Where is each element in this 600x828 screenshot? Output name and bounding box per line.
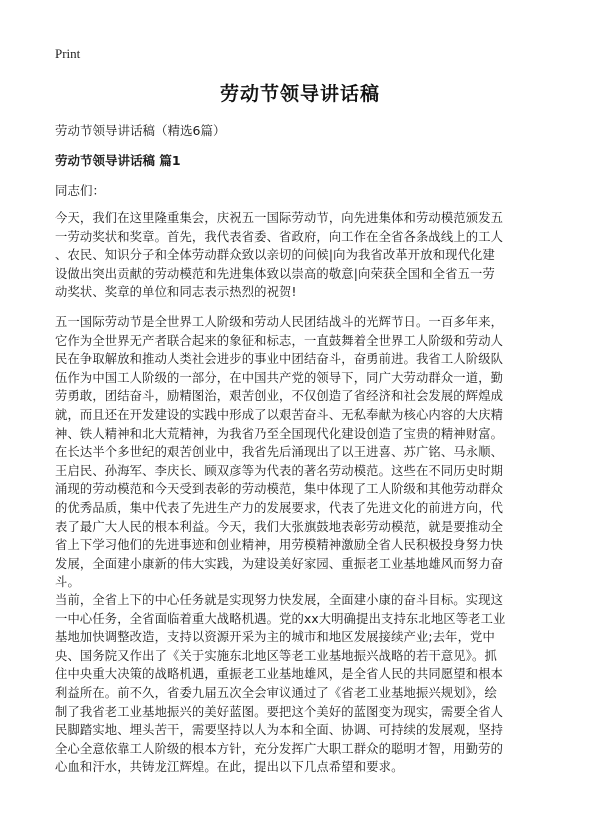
paragraph-2: [55, 313, 553, 592]
paragraph-line: 基地加快调整改造，支持以资源开采为主的城市和地区发展接续产业;去年，党中: [55, 630, 495, 645]
paragraph-line: 在长达半个多世纪的艰苦创业中，我省先后涌现出了以王进喜、苏广铭、马永顺、: [55, 445, 504, 460]
paragraph-line: 利益所在。前不久，省委九届五次全会审议通过了《省老工业基地振兴规划》，绘: [55, 685, 497, 700]
paragraph-line: 央、国务院又作出了《关于实施东北地区等老工业基地振兴战略的若干意见》。抓: [55, 648, 497, 663]
document-title: 劳动节领导讲话稿: [219, 83, 380, 105]
paragraph-line: 就，而且还在开发建设的实践中形成了以艰苦奋斗、无私奉献为核心内容的大庆精: [55, 407, 504, 422]
paragraph-line: 、农民、知识分子和全体劳动群众致以亲切的问候|向为我省改革开放和现代化建: [55, 248, 495, 263]
paragraph-line: 动奖状、奖章的单位和同志表示热烈的祝贺!: [55, 285, 297, 300]
paragraph-line: 住中央重大决策的战略机遇，重振老工业基地雄风，是全省人民的共同愿望和根本: [55, 667, 504, 682]
print-link[interactable]: Print: [55, 46, 81, 61]
paragraph-line: 它作为全世界无产者联合起来的象征和标志，一直鼓舞着全世界工人阶级和劳动人: [55, 333, 504, 348]
paragraph-line: 的优秀品质，集中代表了先进生产力的发展要求，代表了先进文化的前进方向，代: [55, 500, 504, 515]
paragraph-line: 五一国际劳动节是全世界工人阶级和劳动人民团结战斗的光辉节日。一百多年来，: [55, 315, 504, 329]
paragraph-line: 涌现的劳动模范和今天受到表彰的劳动模范，集中体现了工人阶级和其他劳动群众: [55, 482, 504, 497]
greeting: 同志们：: [55, 183, 106, 198]
paragraph-line: 王启民、孙海军、李庆长、顾双彦等为代表的著名劳动模范。这些在不同历史时期: [55, 463, 504, 478]
paragraph-3: [55, 591, 553, 777]
paragraph-line: 今天，我们在这里隆重集会，庆祝五一国际劳动节，向先进集体和劳动模范颁发五: [55, 211, 504, 225]
section-heading: 劳动节领导讲话稿 篇1: [55, 153, 181, 168]
paragraph-line: 一劳动奖状和奖章。首先，我代表省委、省政府，向工作在全省各条战线上的工人: [55, 229, 504, 244]
paragraph-line: 神、铁人精神和北大荒精神，为我省乃至全国现代化建设创造了宝贵的精神财富。: [55, 426, 504, 441]
paragraph-line: 民脚踏实地、埋头苦干，需要坚持以人为本和全面、协调、可持续的发展观，坚持: [55, 723, 504, 738]
paragraph-line: 省上下学习他们的先进事迹和创业精神，用劳模精神激励全省人民积极投身努力快: [55, 538, 504, 553]
paragraph-line: 心血和汗水，共铸龙江辉煌。在此，提出以下几点希望和要求。: [55, 760, 404, 775]
document-subtitle: 劳动节领导讲话稿（精选6篇）: [55, 123, 226, 138]
paragraph-line: 斗。: [55, 575, 80, 590]
paragraph-line: 民在争取解放和推动人类社会进步的事业中团结奋斗，奋勇前进。我省工人阶级队: [55, 352, 504, 367]
paragraph-line: 伍作为中国工人阶级的一部分，在中国共产党的领导下，同广大劳动群众一道，勤: [55, 370, 504, 385]
paragraph-line: 表了最广大人民的根本利益。今天，我们大张旗鼓地表彰劳动模范，就是要推动全: [55, 519, 504, 534]
paragraph-line: 一中心任务，全省面临着重大战略机遇。党的xx大明确提出支持东北地区等老工业: [55, 611, 506, 626]
paragraph-line: 劳勇敢，团结奋斗，励精图治，艰苦创业，不仅创造了省经济和社会发展的辉煌成: [55, 389, 504, 404]
paragraph-line: 全心全意依靠工人阶级的根本方针，充分发挥广大职工群众的聪明才智，用勤劳的: [55, 741, 504, 756]
paragraph-line: 当前，全省上下的中心任务就是实现努力快发展，全面建小康的奋斗目标。实现这: [55, 593, 504, 607]
paragraph-line: 制了我省老工业基地振兴的美好蓝图。要把这个美好的蓝图变为现实，需要全省人: [55, 704, 504, 719]
paragraph-line: 发展，全面建小康新的伟大实践，为建设美好家园、重振老工业基地雄风而努力奋: [55, 556, 504, 571]
paragraph-1: [55, 209, 553, 302]
paragraph-line: 设做出突出贡献的劳动模范和先进集体致以崇高的敬意|向荣获全国和全省五一劳: [55, 266, 495, 281]
